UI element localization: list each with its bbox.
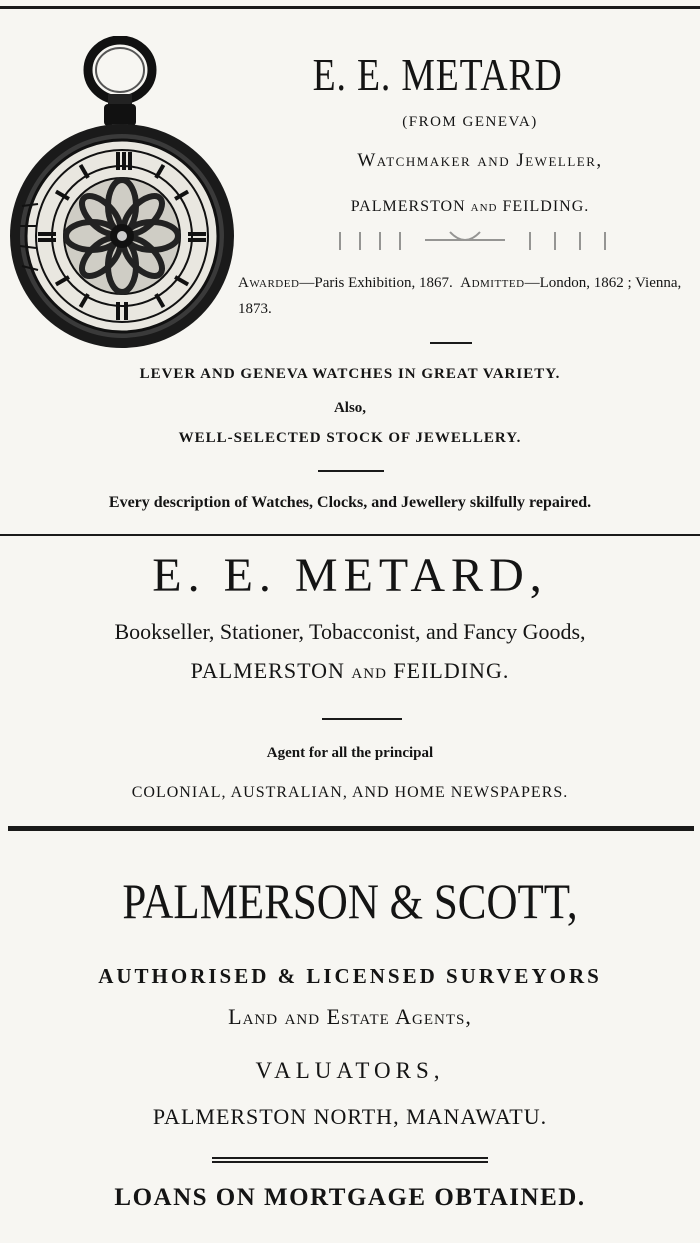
- section-divider: [212, 1157, 488, 1163]
- section-divider: [318, 470, 384, 472]
- watches-line: LEVER AND GENEVA WATCHES IN GREAT VARIETY.: [139, 366, 561, 382]
- loans-line: LOANS ON MORTGAGE OBTAINED.: [114, 1184, 586, 1211]
- repairs-line: Every description of Watches, Clocks, and Jewellery skilfully repaired.: [108, 494, 592, 511]
- bookseller-name-heading: E. E. METARD,: [152, 549, 548, 602]
- ornamental-flourish: [330, 226, 620, 254]
- top-rule: [0, 6, 700, 9]
- awards-paragraph: [238, 270, 698, 322]
- surveyors-line: AUTHORISED & LICENSED SURVEYORS: [98, 964, 602, 988]
- admitted-label: Admitted: [460, 275, 525, 291]
- section-divider: [430, 342, 472, 344]
- trades-line: Bookseller, Stationer, Tobacconist, and Fancy Goods,: [114, 619, 586, 644]
- origin-line: (FROM GENEVA): [402, 114, 538, 130]
- awarded-text: —Paris Exhibition, 1867.: [299, 275, 453, 291]
- location-line: PALMERSTON NORTH, MANAWATU.: [152, 1104, 548, 1129]
- advert-separator-rule: [0, 534, 700, 536]
- advert-separator-rule: [8, 826, 694, 831]
- surveyors-name-heading: PALMERSON & SCOTT,: [122, 873, 578, 929]
- trade-line: Watchmaker and Jeweller,: [357, 150, 603, 171]
- awarded-label: Awarded: [238, 275, 300, 291]
- section-divider: [322, 718, 402, 720]
- admitted-text: —London, 1862 ; Vienna, 1873.: [238, 275, 682, 317]
- estate-agents-line: Land and Estate Agents,: [228, 1004, 472, 1029]
- valuators-line: VALUATORS,: [255, 1058, 445, 1083]
- agent-line: Agent for all the principal: [266, 745, 434, 761]
- newspapers-line: COLONIAL, AUSTRALIAN, AND HOME NEWSPAPERS.: [131, 784, 569, 801]
- watchmaker-name-heading: E. E. METARD: [312, 49, 563, 100]
- also-line: Also,: [333, 400, 367, 416]
- pocket-watch-illustration: [8, 36, 240, 348]
- locations-line: PALMERSTON and FEILDING.: [190, 658, 510, 683]
- locations-line: PALMERSTON and FEILDING.: [350, 198, 590, 215]
- jewellery-stock-line: WELL-SELECTED STOCK OF JEWELLERY.: [178, 430, 522, 446]
